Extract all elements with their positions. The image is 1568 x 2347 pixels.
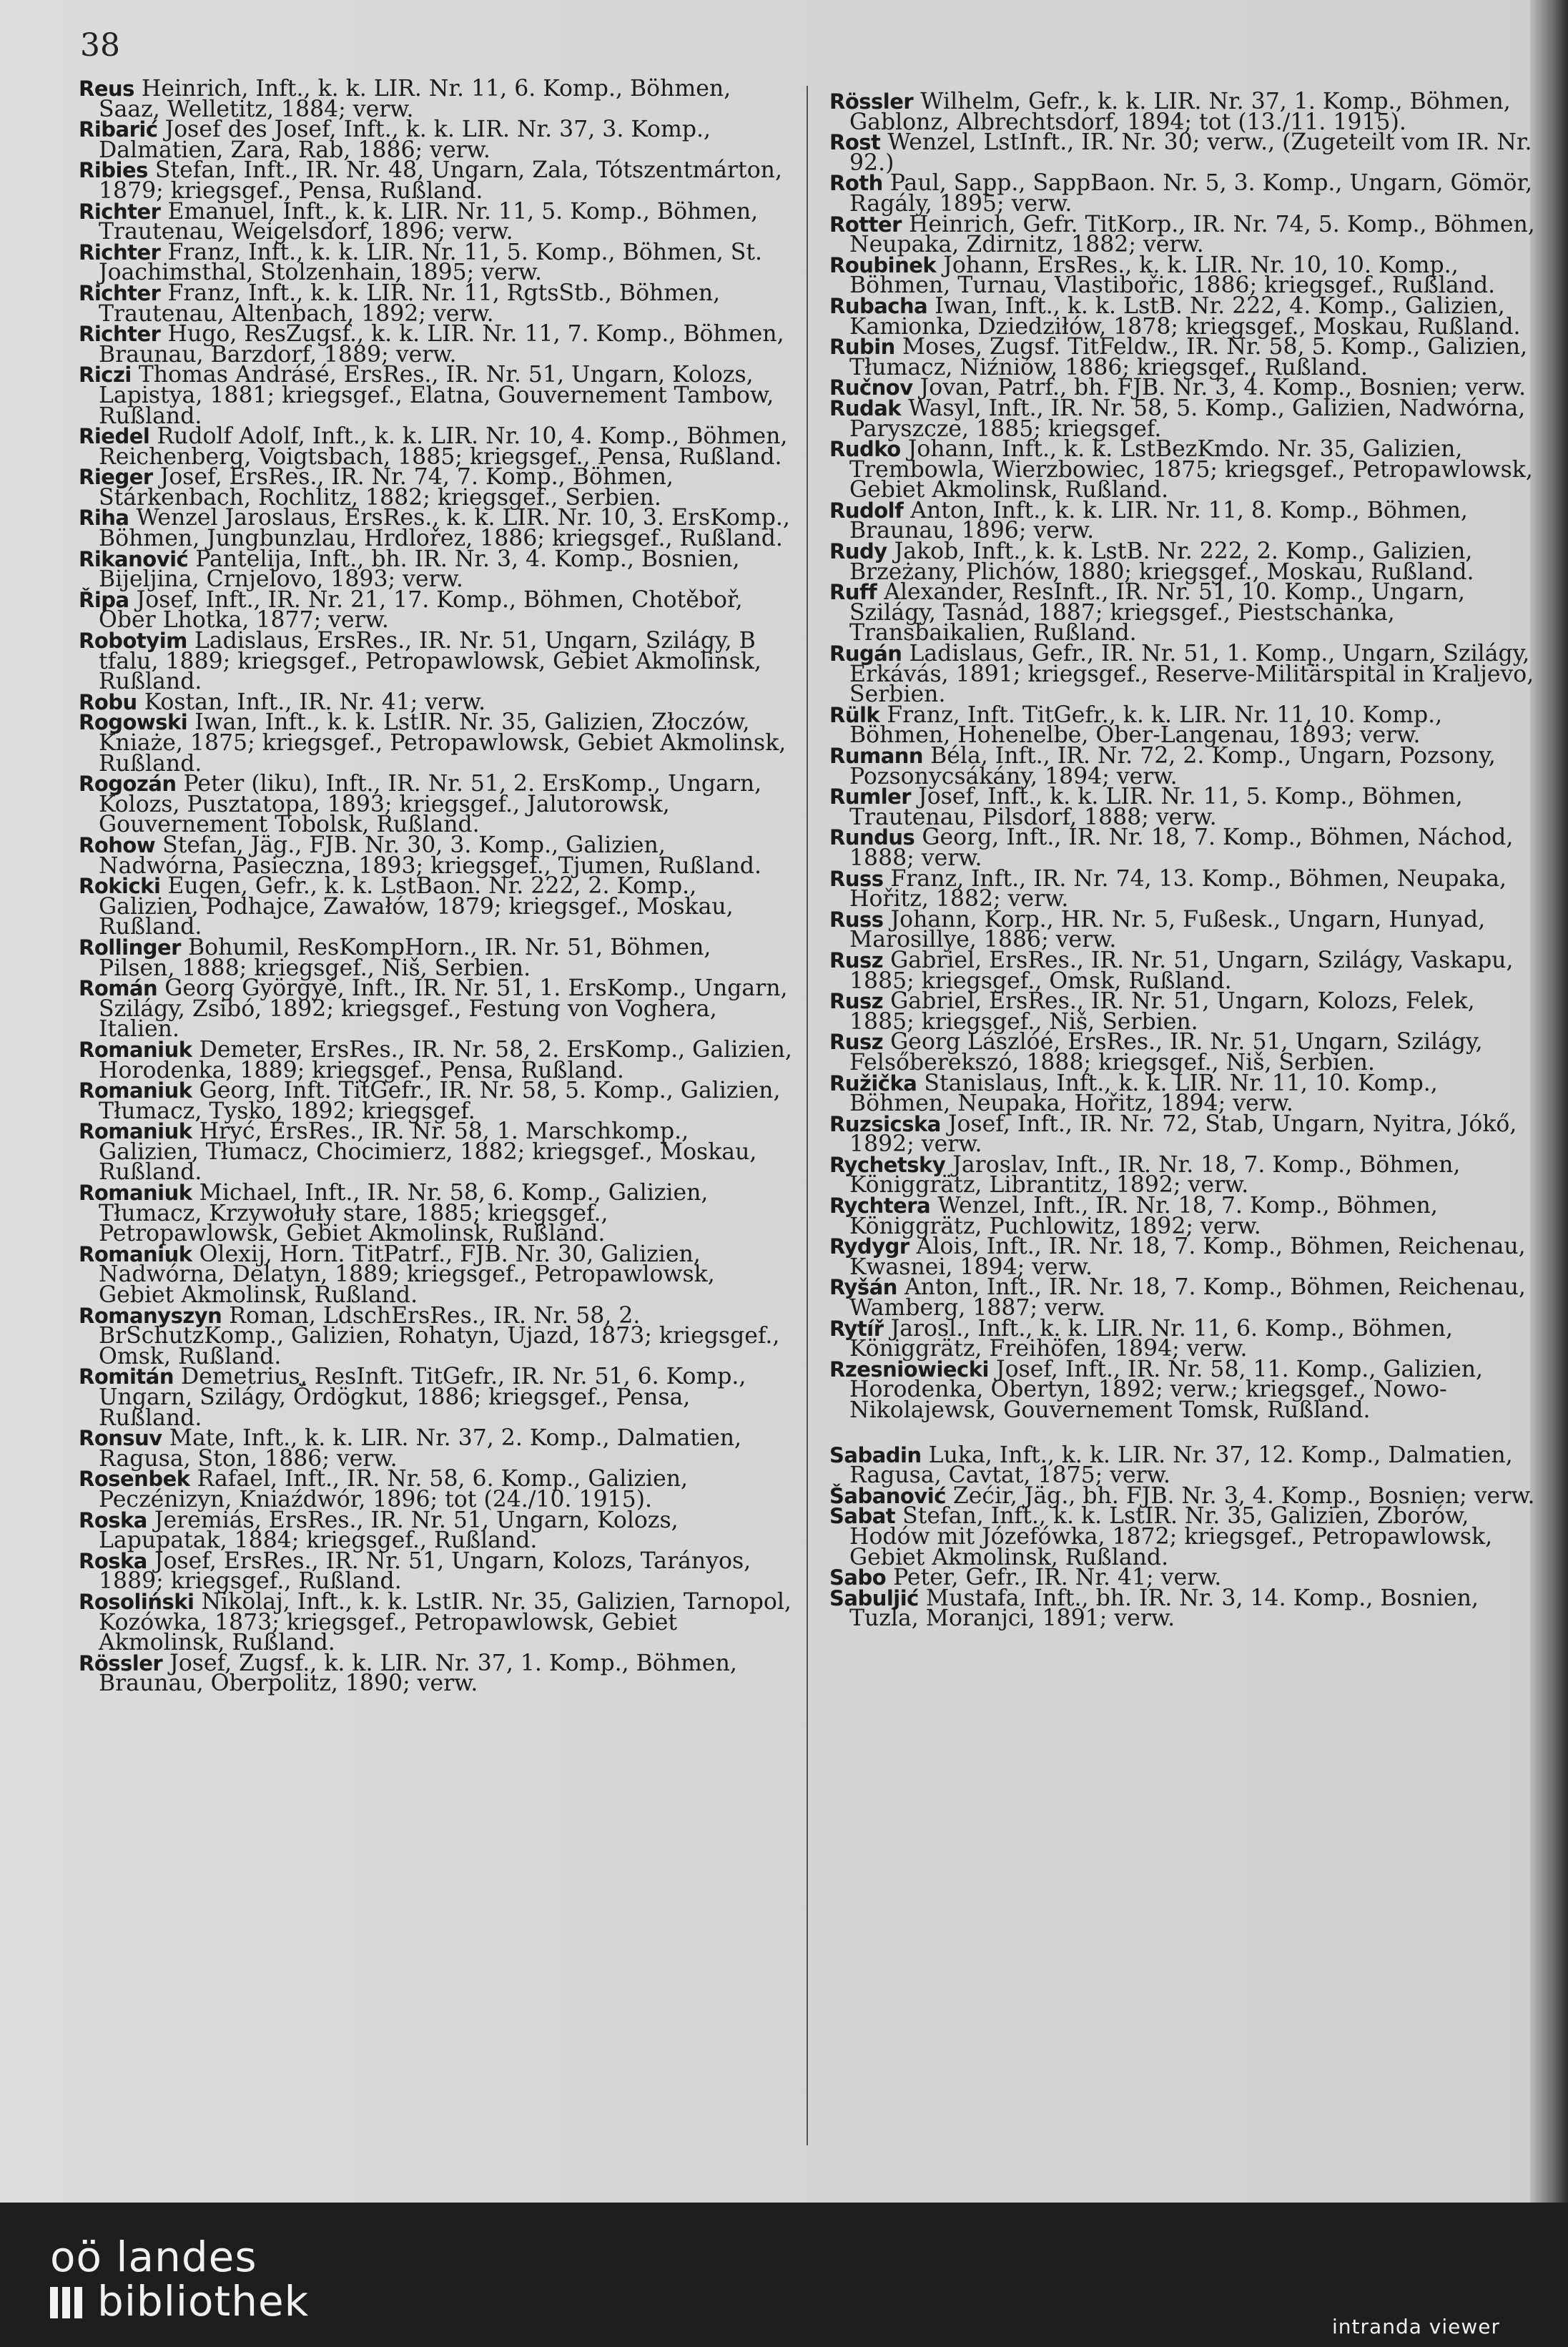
register-entry [79,117,794,163]
entry-details: Josef, Inft., IR. Nr. 72, Stab, Ungarn, Nyitra, Jókő, 1892; verw. [849,1111,1517,1158]
entry-surname: Rychetsky [829,1152,946,1177]
register-entry [829,89,1544,135]
entry-surname: Ručnov [829,375,913,400]
logo-line-1: oö landes [50,2233,257,2281]
entry-details: Josef, Zugsf., k. k. LIR. Nr. 37, 1. Komp., Böhmen, Braunau, Oberpolitz, 1890; verw. [99,1650,737,1697]
register-entry [829,252,1544,299]
entry-details: Franz, Inft., k. k. LIR. Nr. 11, RgtsStb., Böhmen, Trautenau, Altenbach, 1892; verw. [99,280,721,327]
register-entry [79,1425,794,1472]
entry-details: Mate, Inft., k. k. LIR. Nr. 37, 2. Komp., Dalmatien, Ragusa, Ston, 1886; verw. [99,1425,742,1472]
entry-surname: Robu [79,689,137,714]
register-entry [829,1193,1544,1239]
entry-surname: Richter [79,199,161,224]
register-entry [829,538,1544,585]
entry-surname: Rugán [829,641,902,666]
entry-details: Josef, Inft., k. k. LIR. Nr. 11, 5. Komp., Böhmen, Trautenau, Pilsdorf, 1888; verw. [849,784,1463,830]
register-entry [79,1650,794,1697]
register-entry [829,1070,1544,1117]
entry-details: Wenzel Jaroslaus, ErsRes., k. k. LIR. Nr. 10, 3. ErsKomp., Böhmen, Jungbunzlau, Hrdlořez, 1886; kriegsgef., Rußland. [99,505,790,552]
entry-details: Georg Lászlóé, ErsRes., IR. Nr. 51, Ungarn, Szilágy, Felsőberekszó, 1888; kriegsgef., Niš, Serbien. [849,1029,1483,1076]
entry-surname: Ruff [829,580,877,605]
entry-details: Jovan, Patrf., bh. FJB. Nr. 3, 4. Komp., Bosnien; verw. [919,375,1527,401]
entry-details: Hryć, ErsRes., IR. Nr. 58, 1. Marschkomp., Galizien, Tłumacz, Chocimierz, 1882; kriegsgef., Moskau, Rußland. [99,1118,757,1186]
entry-surname: Sabat [829,1504,896,1529]
entry-details: Peter, Gefr., IR. Nr. 41; verw. [893,1565,1222,1591]
register-entry [79,321,794,368]
register-entry [79,1036,794,1083]
entry-details: Gabriel, ErsRes., IR. Nr. 51, Ungarn, Szilágy, Vaskapu, 1885; kriegsgef., Omsk, Rußland. [849,947,1514,994]
entry-details: Pantelija, Inft., bh. IR. Nr. 3, 4. Komp., Bosnien, Bijeljina, Crnjelovo, 1893; verw. [99,546,740,593]
register-entry [79,1364,794,1431]
entry-details: Josef, ErsRes., IR. Nr. 74, 7. Komp., Böhmen, Stárkenbach, Rochlitz, 1882; kriegsgef., Serbien. [99,464,674,511]
entry-details: Rafael, Inft., IR. Nr. 58, 6. Komp., Galizien, Peczénizyn, Kniaźdwór, 1896; tot (24./10. 1915). [99,1466,689,1512]
entry-surname: Rychtera [829,1194,931,1219]
register-entry [829,1111,1544,1158]
entry-surname: Rössler [79,1650,163,1676]
register-entry [829,1585,1544,1632]
register-entry [79,771,794,838]
logo-line-2 [50,2277,310,2326]
entry-details: Mustafa, Inft., bh. IR. Nr. 3, 14. Komp., Bosnien, Tuzla, Moranjci, 1891; verw. [849,1585,1479,1632]
entry-details: Jarosl., Inft., k. k. LIR. Nr. 11, 6. Komp., Böhmen, Königgrätz, Freihöfen, 1894; verw. [849,1315,1453,1362]
entry-details: Wenzel, LstInft., IR. Nr. 30; verw., (Zugeteilt vom IR. Nr. 92.) [849,129,1532,176]
register-entry [79,505,794,552]
entry-surname: Romaniuk [79,1037,192,1062]
register-entry [829,170,1544,217]
entry-details: Olexij, Horn. TitPatrf., FJB. Nr. 30, Galizien, Nadwórna, Delatyn, 1889; kriegsgef., Petropawlowsk, Gebiet Akmolinsk, Rußland. [99,1241,715,1309]
entry-details: Jakob, Inft., k. k. LstB. Nr. 222, 2. Komp., Galizien, Brzeżany, Plichów, 1880; kriegsgef., Moskau, Rußland. [849,538,1474,585]
entry-details: Johann, Inft., k. k. LstBezKmdo. Nr. 35, Galizien, Trembowla, Wierzbowiec, 1875; kriegsgef., Petropawlowsk, Gebiet Akmolinsk, Rußland. [849,436,1533,503]
entry-details: Georg, Inft. TitGefr., IR. Nr. 58, 5. Komp., Galizien, Tłumacz, Tysko, 1892; kriegsgef. [99,1078,781,1124]
entry-details: Peter (liku), Inft., IR. Nr. 51, 2. ErsKomp., Ungarn, Kolozs, Pusztatopa, 1893; kriegsgef., Jalutorowsk, Gouvernement Tobolsk, Rußland. [99,771,762,838]
entry-surname: Riedel [79,424,150,449]
entry-surname: Rydygr [829,1234,909,1259]
register-entry [829,1315,1544,1362]
logo-bars-icon [50,2279,93,2323]
entry-details: Demeter, ErsRes., IR. Nr. 58, 2. ErsKomp., Galizien, Horodenka, 1889; kriegsgef., Pensa, Rußland. [99,1036,792,1083]
entry-details: Emanuel, Inft., k. k. LIR. Nr. 11, 5. Komp., Böhmen, Trautenau, Weigelsdorf, 1896; verw. [99,198,759,245]
entry-surname: Rotter [829,212,902,237]
entry-surname: Rogowski [79,710,188,735]
logo-line-2-text: bibliothek [97,2277,310,2326]
entry-details: Johann, ErsRes., k. k. LIR. Nr. 10, 10. Komp., Böhmen, Turnau, Vlastibořic, 1886; kriegsgef., Rußland. [849,252,1496,299]
register-entry [79,1466,794,1512]
entry-details: Béla, Inft., IR. Nr. 72, 2. Komp., Ungarn, Pozsony, Pozsonycsákány, 1894; verw. [849,743,1496,789]
entry-surname: Rusz [829,948,884,973]
entry-surname: Sabadin [829,1442,922,1467]
entry-surname: Rost [829,130,881,155]
register-entry [829,395,1544,442]
register-entry [829,334,1544,380]
entry-surname: Šabanović [829,1483,946,1508]
right-column [829,89,1544,1632]
register-entry [79,832,794,879]
entry-details: Heinrich, Gefr. TitKorp., IR. Nr. 74, 5. Komp., Böhmen, Neupaka, Zdirnitz, 1882; verw. [849,211,1535,258]
register-entry [829,129,1544,176]
entry-surname: Russ [829,907,884,932]
entry-surname: Rudak [829,395,902,420]
entry-surname: Rusz [829,989,884,1014]
register-entry [829,784,1544,830]
entry-surname: Riha [79,506,129,531]
register-entry [829,988,1544,1035]
entry-details: Bohumil, ResKompHorn., IR. Nr. 51, Böhmen, Pilsen, 1888; kriegsgef., Niš, Serbien. [99,934,711,981]
entry-details: Ladislaus, Gefr., IR. Nr. 51, 1. Komp., Ungarn, Szilágy, Erkávás, 1891; kriegsgef., Reserve-Militärspital in Kraljevo, Serbien. [849,641,1534,708]
entry-surname: Richter [79,240,161,265]
register-entry [79,586,794,634]
entry-surname: Reus [79,77,134,101]
entry-surname: Richter [79,280,161,305]
entry-surname: Rudolf [829,498,904,523]
entry-surname: Rzesniowiecki [829,1357,989,1382]
entry-details: Eugen, Gefr., k. k. LstBaon. Nr. 222, 2. Komp., Galizien, Podhajce, Zawałów, 1879; kriegsgef., Moskau, Rußland. [99,873,734,940]
entry-surname: Roubinek [829,252,937,277]
register-entry [79,1588,794,1656]
entry-details: Alexander, ResInft., IR. Nr. 51, 10. Komp., Ungarn, Szilágy, Tasnád, 1887; kriegsgef., Piestschanka, Transbaikalien, Rußland. [849,579,1466,646]
register-entry [829,292,1544,340]
entry-surname: Romaniuk [79,1078,192,1103]
register-entry [829,947,1544,994]
register-entry [79,280,794,327]
register-entry [79,198,794,245]
register-entry [829,825,1544,871]
entry-surname: Rudy [829,539,887,564]
register-entry [79,873,794,940]
entry-surname: Romanyszyn [79,1303,222,1328]
entry-details: Iwan, Inft., k. k. LstB. Nr. 222, 4. Komp., Galizien, Kamionka, Dziedziłów, 1878; kriegsgef., Moskau, Rußland. [849,292,1521,340]
entry-surname: Ružička [829,1071,917,1096]
register-entry [79,157,794,204]
entry-details: Wasyl, Inft., IR. Nr. 58, 5. Komp., Galizien, Nadwórna, Paryszcze, 1885; kriegsgef. [849,395,1526,442]
entry-details: Wenzel, Inft., IR. Nr. 18, 7. Komp., Böhmen, Königgrätz, Puchlowitz, 1892; verw. [849,1193,1438,1239]
entry-surname: Rokicki [79,874,161,899]
entry-surname: Rollinger [79,935,181,960]
entry-surname: Řipa [79,587,129,612]
register-entry [829,1029,1544,1076]
register-entry [79,464,794,511]
entry-surname: Rumler [829,784,912,810]
register-entry [829,1234,1544,1280]
entry-details: Franz, Inft., k. k. LIR. Nr. 11, 5. Komp., Böhmen, St. Joachimsthal, Stolzenhain, 1895; verw. [99,239,763,286]
entry-surname: Russ [829,866,884,891]
entry-details: Gabriel, ErsRes., IR. Nr. 51, Ungarn, Kolozs, Felek, 1885; kriegsgef., Niš, Serbien. [849,988,1475,1035]
entry-details: Heinrich, Inft., k. k. LIR. Nr. 11, 6. Komp., Böhmen, Saaz, Welletitz, 1884; verw. [99,76,731,122]
entry-details: Luka, Inft., k. k. LIR. Nr. 37, 12. Komp., Dalmatien, Ragusa, Cavtat, 1875; verw. [849,1442,1513,1489]
entry-surname: Rudko [829,437,901,462]
entry-surname: Rieger [79,465,153,490]
register-entry [79,1180,794,1247]
entry-surname: Romitán [79,1364,174,1389]
register-entry [829,1151,1544,1199]
entry-details: Georg, Inft., IR. Nr. 18, 7. Komp., Böhmen, Náchod, 1888; verw. [849,825,1514,871]
register-entry [79,1078,794,1124]
register-entry [79,628,794,695]
entry-details: Paul, Sapp., SappBaon. Nr. 5, 3. Komp., Ungarn, Gömör, Ragály, 1895; verw. [849,170,1533,217]
entry-surname: Sabo [829,1565,887,1590]
entry-details: Johann, Korp., HR. Nr. 5, Fußesk., Ungarn, Hunyad, Marosillye, 1886; verw. [849,906,1486,953]
entry-details: Rudolf Adolf, Inft., k. k. LIR. Nr. 10, 4. Komp., Böhmen, Reichenberg, Voigtsbach, 1885; kriegsgef., Pensa, Rußland. [99,423,788,470]
entry-details: Ladislaus, ErsRes., IR. Nr. 51, Ungarn, Szilágy, B tfalu, 1889; kriegsgef., Petropawlowsk, Gebiet Akmolinsk, Rußland. [99,628,761,695]
entry-details: Wilhelm, Gefr., k. k. LIR. Nr. 37, 1. Komp., Böhmen, Gablonz, Albrechtsdorf, 1894; tot (13./11. 1915). [849,89,1511,135]
entry-surname: Rubin [829,335,895,360]
entry-details: Georg Györgyé, Inft., IR. Nr. 51, 1. ErsKomp., Ungarn, Szilágy, Zsibó, 1892; kriegsgef., Festung von Voghera, Italien. [99,975,788,1043]
register-entry [79,975,794,1043]
register-entry [79,76,794,122]
entry-details: Anton, Inft., k. k. LIR. Nr. 11, 8. Komp., Böhmen, Braunau, 1896; verw. [849,497,1468,544]
register-entry [79,934,794,981]
register-entry [79,362,794,429]
entry-surname: Ruzsicska [829,1111,941,1136]
entry-details: Moses, Zugsf. TitFeldw., IR. Nr. 58, 5. Komp., Galizien, Tłumacz, Niźniów, 1886; kriegsgef., Rußland. [849,334,1528,380]
entry-details: Stefan, Jäg., FJB. Nr. 30, 3. Komp., Galizien, Nadwórna, Pasieczna, 1893; kriegsgef., Tjumen, Rußland. [99,832,761,879]
entry-surname: Roska [79,1548,147,1573]
entry-surname: Rikanović [79,546,189,571]
entry-details: Kostan, Inft., IR. Nr. 41; verw. [144,689,486,715]
entry-details: Franz, Inft. TitGefr., k. k. LIR. Nr. 11, 10. Komp., Böhmen, Hohenelbe, Ober-Langenau, 1893; verw. [849,702,1443,749]
entry-details: Roman, LdschErsRes., IR. Nr. 58, 2. BrSchutzKomp., Galizien, Rohatyn, Ujazd, 1873; kriegsgef., Omsk, Rußland. [99,1302,780,1369]
entry-surname: Román [79,976,158,1001]
register-entry [829,1274,1544,1322]
entry-details: Zećir, Jäg., bh. FJB. Nr. 3, 4. Komp., Bosnien; verw. [952,1482,1535,1509]
entry-surname: Roth [829,171,883,196]
entry-details: Thomas Andrásé, ErsRes., IR. Nr. 51, Ungarn, Kolozs, Lapistya, 1881; kriegsgef., Elatna, Gouvernement Tambow, Rußland. [99,362,774,429]
entry-surname: Roska [79,1507,147,1532]
entry-surname: Ronsuv [79,1426,162,1451]
entry-surname: Rosoliński [79,1589,194,1614]
register-entry [829,641,1544,708]
register-entry [79,1548,794,1595]
entry-surname: Rosenbek [79,1467,190,1492]
entry-surname: Rytíř [829,1316,884,1341]
register-entry [829,497,1544,544]
entry-details: Josef, ErsRes., IR. Nr. 51, Ungarn, Kolozs, Tarányos, 1889; kriegsgef., Rußland. [99,1548,751,1595]
entry-details: Hugo, ResZugsf., k. k. LIR. Nr. 11, 7. Komp., Böhmen, Braunau, Barzdorf, 1889; verw. [99,321,784,368]
register-entry [79,709,794,777]
entry-surname: Romaniuk [79,1241,192,1266]
register-entry [79,239,794,286]
register-entry [79,1302,794,1369]
entry-surname: Rülk [829,702,880,727]
entry-details: Josef, Inft., IR. Nr. 21, 17. Komp., Böhmen, Chotěboř, Ober Lhotka, 1877; verw. [99,586,743,634]
entry-details: Franz, Inft., IR. Nr. 74, 13. Komp., Böhmen, Neupaka, Hořitz, 1882; verw. [849,865,1507,912]
entry-surname: Richter [79,322,161,347]
entry-details: Stefan, Inft., IR. Nr. 48, Ungarn, Zala, Tótszentmárton, 1879; kriegsgef., Pensa, Rußland. [99,157,782,204]
register-entry [829,211,1544,258]
left-column [79,76,794,1697]
entry-details: Anton, Inft., IR. Nr. 18, 7. Komp., Böhmen, Reichenau, Wamberg, 1887; verw. [849,1274,1526,1322]
entry-surname: Rohow [79,832,156,857]
entry-surname: Rubacha [829,293,928,318]
register-entry [829,1442,1544,1489]
entry-surname: Riczi [79,363,132,388]
entry-details: Josef, Inft., IR. Nr. 58, 11. Komp., Galizien, Horodenka, Obertyn, 1892; verw.; kriegsgef., Nowo-Nikolajewsk, Gouvernement Tomsk, Rußland. [849,1356,1484,1423]
register-entry [829,436,1544,503]
entry-details: Nikolaj, Inft., k. k. LstIR. Nr. 35, Galizien, Tarnopol, Kozówka, 1873; kriegsgef., Petropawlowsk, Gebiet Akmolinsk, Rußland. [99,1588,792,1656]
entry-details: Iwan, Inft., k. k. LstIR. Nr. 35, Galizien, Złoczów, Kniaże, 1875; kriegsgef., Petropawlowsk, Gebiet Akmolinsk, Rußland. [99,709,787,777]
entry-details: Demetrius, ResInft. TitGefr., IR. Nr. 51, 6. Komp., Ungarn, Szilágy, Ördögkut, 1886; kriegsgef., Pensa, Rußland. [99,1364,746,1431]
register-entry [79,1241,794,1309]
entry-surname: Romaniuk [79,1181,192,1206]
entry-surname: Rusz [829,1030,884,1055]
entry-surname: Rössler [829,89,914,114]
viewer-brand: intranda viewer [1332,2315,1500,2338]
register-entry [829,1356,1544,1423]
entry-surname: Ryšán [829,1275,897,1300]
register-entry [79,423,794,470]
entry-details: Stanislaus, Inft., k. k. LIR. Nr. 11, 10. Komp., Böhmen, Neupaka, Hořitz, 1894; verw. [849,1070,1438,1117]
entry-details: Jaroslav, Inft., IR. Nr. 18, 7. Komp., Böhmen, Königgrätz, Librantitz, 1892; verw. [849,1151,1461,1199]
entry-details: Alois, Inft., IR. Nr. 18, 7. Komp., Böhmen, Reichenau, Kwasnei, 1894; verw. [849,1234,1526,1280]
entry-surname: Rumann [829,744,924,768]
entry-details: Michael, Inft., IR. Nr. 58, 6. Komp., Galizien, Tłumacz, Krzywołuły stare, 1885; kriegsgef., Petropawlowsk, Gebiet Akmolinsk, Rußland. [99,1180,709,1247]
register-entry [79,546,794,593]
library-logo [50,2233,310,2326]
register-entry [829,1503,1544,1570]
register-entry [79,1507,794,1554]
page-number: 38 [80,27,120,64]
entry-surname: Robotyim [79,629,187,654]
column-divider [807,86,808,2145]
entry-details: Stefan, Inft., k. k. LstIR. Nr. 35, Galizien, Zborów, Hodów mit Józefówka, 1872; kriegsgef., Petropawlowsk, Gebiet Akmolinsk, Rußland. [849,1503,1493,1570]
entry-details: Josef des Josef, Inft., k. k. LIR. Nr. 37, 3. Komp., Dalmatien, Zara, Rab, 1886; verw. [99,117,711,163]
register-entry [79,1118,794,1186]
entry-surname: Rogozán [79,772,177,797]
register-entry [829,579,1544,646]
register-entry [829,906,1544,953]
entry-surname: Ribies [79,158,148,183]
entry-surname: Rundus [829,825,915,850]
register-entry [829,743,1544,789]
entry-details: Jeremiás, ErsRes., IR. Nr. 51, Ungarn, Kolozs, Lapupatak, 1884; kriegsgef., Rußland. [99,1507,679,1554]
entry-surname: Sabuljić [829,1585,919,1610]
entry-surname: Romaniuk [79,1119,192,1144]
entry-surname: Ribarić [79,117,158,142]
register-entry [829,865,1544,912]
register-entry [829,702,1544,749]
